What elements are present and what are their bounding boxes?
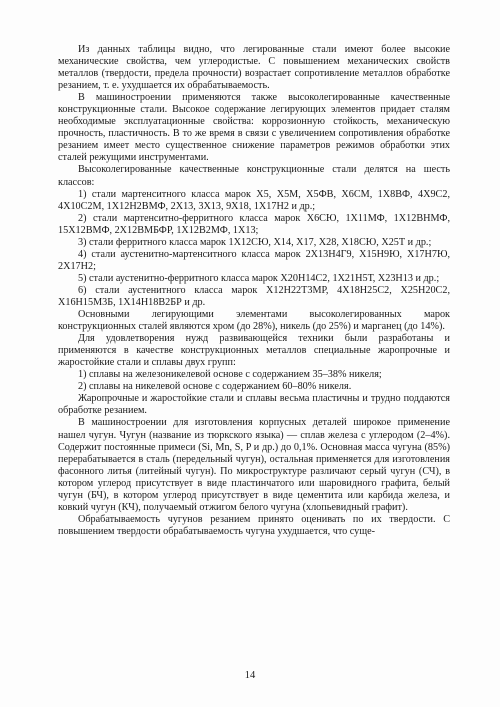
list-item-martensitic-ferritic: 2) стали мартенситно-ферритного класса марок Х6СЮ, 1Х11МФ, 1Х12ВНМФ, 15Х12ВМФ, 2Х12ВМБФР, 1Х12В2МФ, 1Х13; xyxy=(58,212,450,236)
paragraph-cast-iron: В машиностроении для изготовления корпусных деталей широкое применение нашел чугун. Чугун (название из тюркского языка) — сплав железа с углеродом (2–4%). Содержит постоянные примеси (Si, Mn, S, P и др.) до 0,1%. Основная масса чугуна (85%) перерабатывается в сталь (передельный чугун), остальная применяется для изготовления фасонного литья (литейный чугун). По микроструктуре различают серый чугун (СЧ), в котором углерод присутствует в виде пластинчатого или шаровидного графита, белый чугун (БЧ), в котором углерод присутствует в виде цементита или карбида железа, и ковкий чугун (КЧ), получаемый отжигом белого чугуна (хлопьевидный графит). xyxy=(58,417,450,513)
list-item-martensitic: 1) стали мартенситного класса марок Х5, Х5М, Х5ФВ, Х6СМ, 1Х8ВФ, 4Х9С2, 4Х10С2М, 1Х12Н2ВМФ, 2Х13, 3Х13, 9Х18, 1Х17Н2 и др.; xyxy=(58,188,450,212)
body-text xyxy=(58,44,450,538)
paragraph-alloy-properties: Из данных таблицы видно, что легированные стали имеют более высокие механические свойства, чем углеродистые. С повышением механических свойств металлов (твердости, предела прочности) возрастает сопротивление металлов обработке резанием, т. е. ухудшается их обрабатываемость. xyxy=(58,44,450,92)
list-item-austenitic: 6) стали аустенитного класса марок Х12Н22Т3МР, 4Х18Н25С2, Х25Н20С2, Х16Н15М3Б, 1Х14Н18В2БР и др. xyxy=(58,284,450,308)
list-item-austenitic-martensitic: 4) стали аустенитно-мартенситного класса марок 2Х13Н4Г9, Х15Н9Ю, Х17Н7Ю, 2Х17Н2; xyxy=(58,248,450,272)
page-number: 14 xyxy=(244,670,256,681)
paragraph-alloying-elements: Основными легирующими элементами высоколегированных марок конструкционных сталей являются хром (до 28%), никель (до 25%) и марганец (до 14%). xyxy=(58,309,450,333)
paragraph-machinability: Обрабатываемость чугунов резанием принято оценивать по их твердости. С повышением твердости обрабатываемость чугуна ухудшается, что суще- xyxy=(58,513,450,537)
list-item-nickel: 2) сплавы на никелевой основе с содержанием 60–80% никеля. xyxy=(78,381,352,393)
list-item-austenitic-ferritic: 5) стали аустенитно-ферритного класса марок Х20Н14С2, 1Х21Н5Т, Х23Н13 и др.; xyxy=(78,272,440,284)
paragraph-plasticity: Жаропрочные и жаростойкие стали и сплавы весьма пластичны и трудно поддаются обработке резанием. xyxy=(58,393,450,417)
list-item-ferritic: 3) стали ферритного класса марок 1Х12СЮ, Х14, Х17, Х28, Х18СЮ, Х25Т и др.; xyxy=(78,236,432,248)
paragraph-heat-resistant: Для удовлетворения нужд развивающейся техники были разработаны и применяются в качестве конструкционных металлов специальные жаропрочные и жаростойкие стали и сплавы двух групп: xyxy=(58,333,450,369)
paragraph-six-classes: Высоколегированные качественные конструкционные стали делятся на шесть классов: xyxy=(58,164,450,188)
paragraph-high-alloy-steels: В машиностроении применяются также высоколегированные качественные конструкционные стали. Высокое содержание легирующих элементов придает сталям необходимые эксплуатационные свойства: коррозионную стойкость, механическую прочность, пластичность. В то же время в связи с увеличением сопротивления обработке резанием имеет место существенное снижение параметров режимов обработки этих сталей режущими инструментами. xyxy=(58,92,450,164)
list-item-iron-nickel: 1) сплавы на железоникелевой основе с содержанием 35–38% никеля; xyxy=(78,369,382,381)
